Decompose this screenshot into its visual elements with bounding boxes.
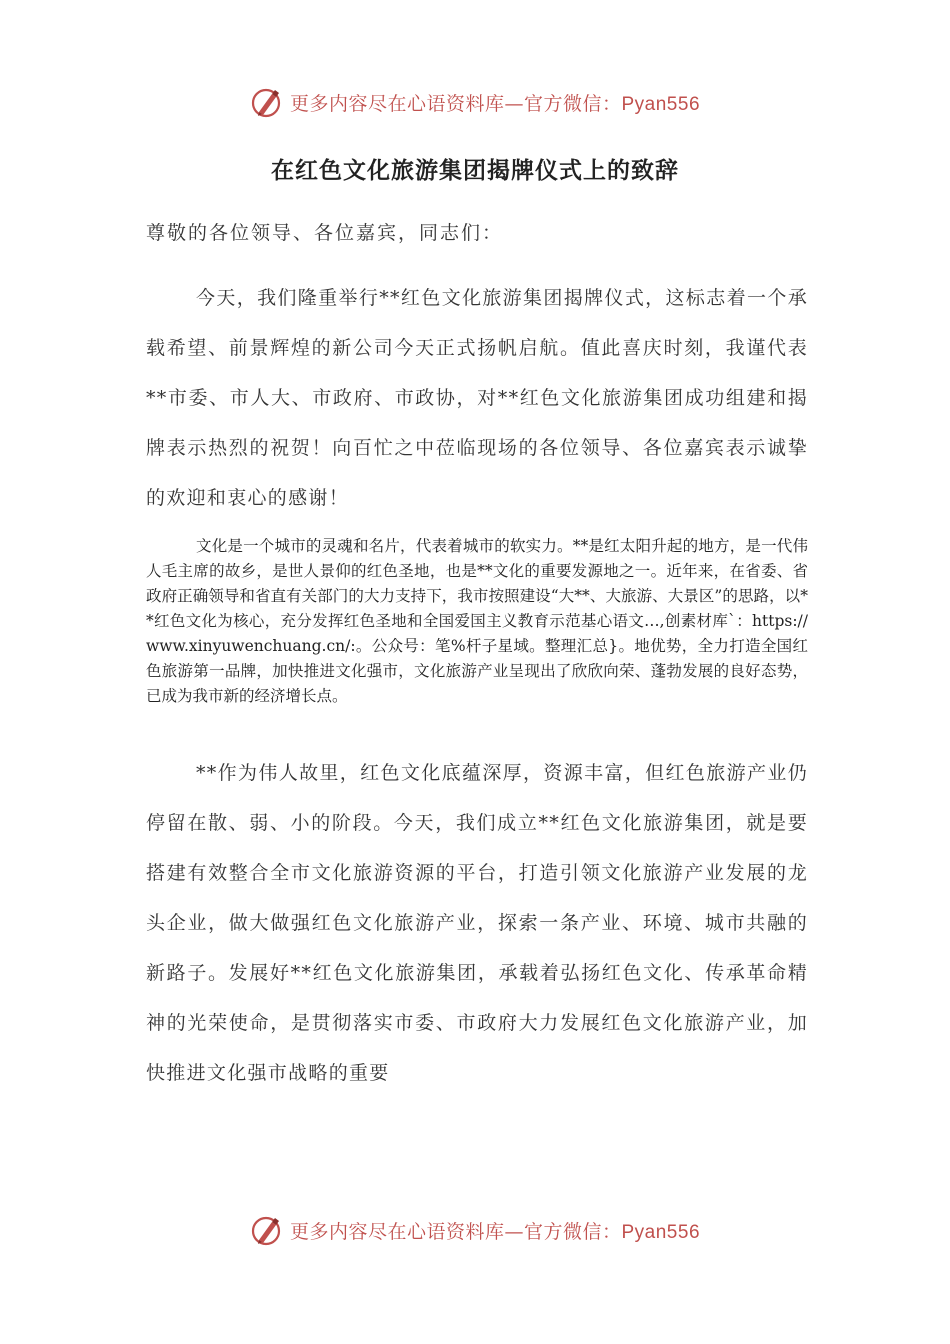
paragraph-1: 今天，我们隆重举行**红色文化旅游集团揭牌仪式，这标志着一个承载希望、前景辉煌的新公司今天正式扬帆启航。值此喜庆时刻，我谨代表**市委、市人大、市政府、市政协，对**红色文化旅游集团成功组建和揭牌表示热烈的祝贺！向百忙之中莅临现场的各位领导、各位嘉宾表示诚挚的欢迎和衷心的感谢！ — [146, 287, 808, 509]
pen-circle-logo-icon — [250, 85, 284, 119]
paragraph-3: **作为伟人故里，红色文化底蕴深厚，资源丰富，但红色旅游产业仍停留在散、弱、小的阶段。今天，我们成立**红色文化旅游集团，就是要搭建有效整合全市文化旅游资源的平台，打造引领文化旅游产业发展的龙头企业，做大做强红色文化旅游产业，探索一条产业、环境、城市共融的新路子。发展好**红色文化旅游集团，承载着弘扬红色文化、传承革命精神的光荣使命，是贯彻落实市委、市政府大力发展红色文化旅游产业，加快推进文化强市战略的重要 — [146, 762, 808, 1084]
watermark-text-wechat-id: Pyan556 — [621, 1221, 701, 1243]
document-title: 在红色文化旅游集团揭牌仪式上的致辞 — [271, 158, 679, 184]
paragraph-2: 文化是一个城市的灵魂和名片，代表着城市的软实力。**是红太阳升起的地方，是一代伟人毛主席的故乡，是世人景仰的红色圣地，也是**文化的重要发源地之一。近年来，在省委、省政府正确领导和省直有关部门的大力支持下，我市按照建设“大**、大旅游、大景区”的思路，以**红色文化为核心，充分发挥红色圣地和全国爱国主义教育示范基心语文…,创素材库`：https://www.xinyuwenchuang.cn/:。公众号：笔%杆子星域。整理汇总}。地优势，全力打造全国红色旅游第一品牌，加快推进文化强市，文化旅游产业呈现出了欣欣向荣、蓬勃发展的良好态势，已成为我市新的经济增长点。 — [146, 537, 808, 705]
header-watermark-banner — [0, 80, 950, 124]
pen-circle-logo-icon — [250, 1213, 284, 1247]
watermark-text — [290, 1217, 700, 1244]
watermark-text — [290, 89, 700, 116]
watermark-text-cn: 更多内容尽在心语资料库—官方微信： — [289, 1220, 622, 1243]
salutation: 尊敬的各位领导、各位嘉宾，同志们： — [146, 222, 504, 244]
footer-watermark-banner — [0, 1208, 950, 1252]
watermark-text-cn: 更多内容尽在心语资料库—官方微信： — [289, 92, 622, 115]
watermark-text-wechat-id: Pyan556 — [621, 93, 701, 115]
